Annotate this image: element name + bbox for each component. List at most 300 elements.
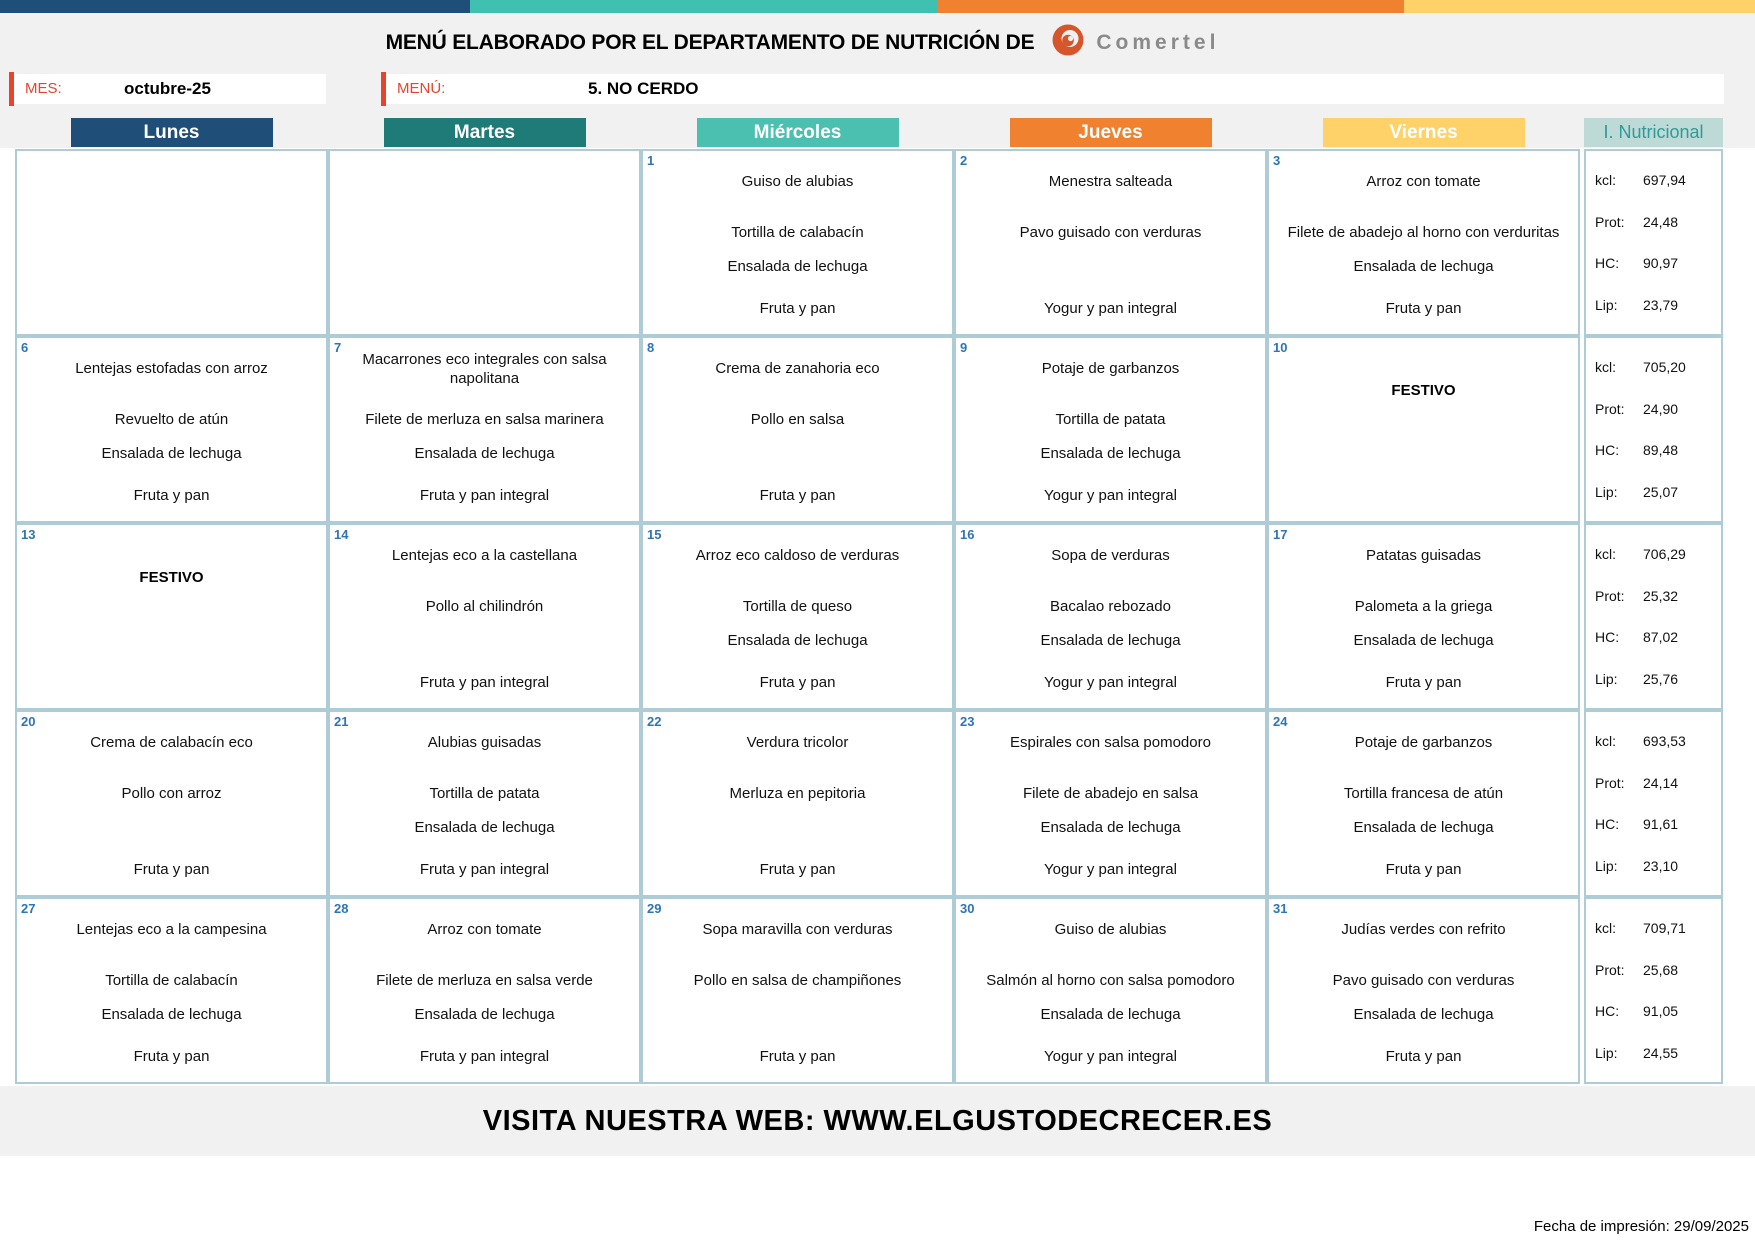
menu-item: Fruta y pan xyxy=(759,673,836,691)
menu-item: Revuelto de atún xyxy=(114,410,229,428)
menu-slot xyxy=(956,712,1265,774)
nutrition-row-kcl xyxy=(1586,920,1721,936)
nutrition-value-prot: 25,68 xyxy=(1643,961,1679,978)
menu-slot xyxy=(643,626,952,657)
menu-slot xyxy=(643,774,952,812)
menu-slot xyxy=(17,1000,326,1031)
day-number: 1 xyxy=(647,153,655,168)
menu-slot xyxy=(643,1000,952,1031)
menu-slot xyxy=(643,961,952,999)
nutrition-row-lip xyxy=(1586,858,1721,874)
menu-slots xyxy=(956,712,1265,895)
menu-item: Sopa de verduras xyxy=(1051,547,1170,565)
menu-slot xyxy=(330,213,639,251)
menu-item: Yogur y pan integral xyxy=(1044,486,1177,504)
nutrition-value-hc: 89,48 xyxy=(1643,442,1679,459)
menu-item: Yogur y pan integral xyxy=(1044,673,1177,691)
menu-item: Guiso de alubias xyxy=(1054,921,1167,939)
footer-band xyxy=(0,1086,1755,1156)
menu-slot xyxy=(330,439,639,470)
menu-item: Pavo guisado con verduras xyxy=(1019,223,1202,241)
menu-slot xyxy=(17,439,326,470)
menu-slot xyxy=(1269,151,1578,213)
nutrition-value-lip: 23,79 xyxy=(1643,297,1679,314)
nutrition-row-lip xyxy=(1586,1045,1721,1061)
menu-item: Ensalada de lechuga xyxy=(1353,258,1494,276)
day-cell xyxy=(954,710,1267,897)
menu-slot xyxy=(17,470,326,521)
menu-slots xyxy=(330,899,639,1082)
nutrition-row-lip xyxy=(1586,671,1721,687)
nutrition-label-kcl: kcl: xyxy=(1595,358,1616,375)
nutrition-label-hc: HC: xyxy=(1595,816,1620,833)
menu-slot xyxy=(956,587,1265,625)
menu-item: Judías verdes con refrito xyxy=(1341,921,1506,939)
menu-slot xyxy=(330,774,639,812)
column-header-lunes: Lunes xyxy=(71,118,273,147)
menu-item: Menestra salteada xyxy=(1048,173,1173,191)
menu-item: Ensalada de lechuga xyxy=(1040,632,1181,650)
nutrition-row-prot xyxy=(1586,588,1721,604)
day-number: 2 xyxy=(960,153,968,168)
menu-slot xyxy=(643,151,952,213)
menu-slot xyxy=(643,657,952,708)
menu-slot xyxy=(643,470,952,521)
menu-slot xyxy=(956,151,1265,213)
day-number: 28 xyxy=(334,901,349,916)
nutrition-value-kcl: 709,71 xyxy=(1643,919,1686,936)
column-header-wrap-martes xyxy=(328,118,641,147)
menu-item: Pollo al chilindrón xyxy=(425,597,544,615)
menu-slot xyxy=(643,899,952,961)
day-cell xyxy=(641,149,954,336)
nutrition-label-lip: Lip: xyxy=(1595,484,1618,501)
day-number: 7 xyxy=(334,340,342,355)
nutrition-row-hc xyxy=(1586,442,1721,458)
column-header-martes: Martes xyxy=(384,118,586,147)
menu-slot xyxy=(643,252,952,283)
menu-slot xyxy=(17,1031,326,1082)
strip-segment-3 xyxy=(937,0,1404,13)
top-color-strip xyxy=(0,0,1755,13)
menu-slot xyxy=(330,400,639,438)
menu-slot xyxy=(1269,961,1578,999)
week-row xyxy=(15,897,1723,1084)
menu-item: Pollo con arroz xyxy=(121,784,222,802)
menu-slots xyxy=(956,151,1265,334)
day-number: 20 xyxy=(21,714,36,729)
nutrition-value-kcl: 693,53 xyxy=(1643,732,1686,749)
website-text: VISITA NUESTRA WEB: WWW.ELGUSTODECRECER.ES xyxy=(482,1104,1273,1137)
day-cell xyxy=(328,897,641,1084)
day-number: 10 xyxy=(1273,340,1288,355)
menu-item: Tortilla de queso xyxy=(742,597,853,615)
menu-slots xyxy=(956,525,1265,708)
menu-slots xyxy=(1269,151,1578,334)
nutrition-value-hc: 90,97 xyxy=(1643,255,1679,272)
nutrition-row-kcl xyxy=(1586,359,1721,375)
menu-slots xyxy=(1269,712,1578,895)
mes-value: octubre-25 xyxy=(124,79,211,98)
menu-slot xyxy=(17,844,326,895)
menu-slot xyxy=(330,283,639,334)
nutrition-label-lip: Lip: xyxy=(1595,297,1618,314)
menu-slot xyxy=(17,338,326,400)
day-number: 9 xyxy=(960,340,968,355)
nutrition-value-lip: 25,76 xyxy=(1643,671,1679,688)
nutrition-label-lip: Lip: xyxy=(1595,1045,1618,1062)
menu-item: Ensalada de lechuga xyxy=(414,819,555,837)
menu-slot xyxy=(330,844,639,895)
menu-slot xyxy=(643,712,952,774)
day-cell xyxy=(954,523,1267,710)
menu-slot xyxy=(330,1031,639,1082)
menu-slot xyxy=(330,1000,639,1031)
menu-item: Ensalada de lechuga xyxy=(727,632,868,650)
menu-item: Tortilla de patata xyxy=(1055,410,1166,428)
menu-item: Salmón al horno con salsa pomodoro xyxy=(986,971,1235,989)
title-row xyxy=(0,22,1755,63)
nutrition-label-hc: HC: xyxy=(1595,629,1620,646)
nutrition-row-prot xyxy=(1586,962,1721,978)
menu-slots xyxy=(643,338,952,521)
menu-slots xyxy=(956,338,1265,521)
menu-slot xyxy=(330,712,639,774)
menu-item: Yogur y pan integral xyxy=(1044,299,1177,317)
menu-item: Ensalada de lechuga xyxy=(101,1006,242,1024)
menu-item: Tortilla de calabacín xyxy=(105,971,238,989)
menu-item: Lentejas eco a la campesina xyxy=(76,921,267,939)
menu-slot xyxy=(17,899,326,961)
column-header-miercoles: Miércoles xyxy=(697,118,899,147)
nutrition-cell xyxy=(1584,336,1723,523)
menu-slot xyxy=(330,813,639,844)
menu-item: Palometa a la griega xyxy=(1354,597,1493,615)
day-number: 27 xyxy=(21,901,36,916)
menu-slot xyxy=(1269,774,1578,812)
menu-slots xyxy=(17,712,326,895)
column-header-wrap-lunes xyxy=(15,118,328,147)
menu-slot xyxy=(17,712,326,774)
menu-slot xyxy=(330,657,639,708)
menu-slot xyxy=(330,338,639,400)
menu-slot xyxy=(956,252,1265,283)
menu-slot xyxy=(643,439,952,470)
menu-slots xyxy=(643,151,952,334)
nutrition-row-lip xyxy=(1586,484,1721,500)
menu-slots xyxy=(1269,525,1578,708)
nutrition-label-prot: Prot: xyxy=(1595,587,1625,604)
week-row xyxy=(15,336,1723,523)
festivo-label: FESTIVO xyxy=(1391,381,1456,399)
page-title: MENÚ ELABORADO POR EL DEPARTAMENTO DE NUTRICIÓN DE xyxy=(385,30,1035,54)
menu-slots xyxy=(1269,899,1578,1082)
menu-slot xyxy=(330,252,639,283)
menu-slot xyxy=(1269,813,1578,844)
menu-slots xyxy=(330,338,639,521)
menu-slot xyxy=(1269,252,1578,283)
nutrition-cell xyxy=(1584,897,1723,1084)
menu-item: Yogur y pan integral xyxy=(1044,860,1177,878)
nutrition-value-lip: 24,55 xyxy=(1643,1045,1679,1062)
day-cell xyxy=(1267,336,1580,523)
menu-slot xyxy=(956,774,1265,812)
nutrition-value-hc: 91,61 xyxy=(1643,816,1679,833)
strip-segment-4 xyxy=(1404,0,1755,13)
menu-value: 5. NO CERDO xyxy=(588,79,699,98)
menu-slot xyxy=(1269,283,1578,334)
nutrition-value-kcl: 697,94 xyxy=(1643,171,1686,188)
menu-slot xyxy=(17,961,326,999)
nutrition-label-hc: HC: xyxy=(1595,1003,1620,1020)
menu-slot xyxy=(330,470,639,521)
day-headers-row xyxy=(15,118,1580,147)
menu-slot xyxy=(643,213,952,251)
menu-item: Potaje de garbanzos xyxy=(1354,734,1493,752)
menu-slot xyxy=(956,1031,1265,1082)
nutrition-row-hc xyxy=(1586,629,1721,645)
column-header-wrap-jueves xyxy=(954,118,1267,147)
nutrition-value-kcl: 706,29 xyxy=(1643,545,1686,562)
nutrition-label-hc: HC: xyxy=(1595,255,1620,272)
menu-slots xyxy=(17,899,326,1082)
menu-slot xyxy=(956,525,1265,587)
menu-item: Verdura tricolor xyxy=(746,734,849,752)
week-row xyxy=(15,149,1723,336)
menu-slot xyxy=(17,774,326,812)
day-number: 6 xyxy=(21,340,29,355)
nutrition-value-lip: 23,10 xyxy=(1643,858,1679,875)
menu-item: Pollo en salsa xyxy=(750,410,845,428)
day-cell xyxy=(15,897,328,1084)
menu-item: Macarrones eco integrales con salsa napolitana xyxy=(362,350,607,388)
menu-item: Lentejas eco a la castellana xyxy=(391,547,578,565)
menu-slot xyxy=(956,844,1265,895)
day-cell xyxy=(15,523,328,710)
strip-segment-1 xyxy=(0,0,470,13)
day-cell xyxy=(328,149,641,336)
menu-slots xyxy=(17,151,326,334)
menu-slot xyxy=(643,844,952,895)
menu-slot xyxy=(956,400,1265,438)
menu-item: Filete de merluza en salsa marinera xyxy=(365,410,604,428)
menu-slot xyxy=(330,525,639,587)
menu-item: Fruta y pan xyxy=(759,486,836,504)
menu-item: Pavo guisado con verduras xyxy=(1332,971,1515,989)
menu-calendar-grid xyxy=(15,149,1723,1084)
menu-item: Fruta y pan xyxy=(133,1047,210,1065)
menu-item: Alubias guisadas xyxy=(427,734,542,752)
menu-slot xyxy=(330,151,639,213)
menu-item: Tortilla de patata xyxy=(429,784,540,802)
day-cell xyxy=(1267,523,1580,710)
menu-item: Fruta y pan integral xyxy=(419,860,550,878)
menu-slot xyxy=(956,1000,1265,1031)
menu-item: Guiso de alubias xyxy=(741,173,854,191)
menu-item: Arroz eco caldoso de verduras xyxy=(695,547,900,565)
menu-item: Filete de abadejo en salsa xyxy=(1022,784,1199,802)
column-header-nutricional: I. Nutricional xyxy=(1584,118,1723,147)
menu-slot xyxy=(1269,626,1578,657)
nutrition-label-prot: Prot: xyxy=(1595,213,1625,230)
day-cell xyxy=(641,523,954,710)
nutrition-value-prot: 24,48 xyxy=(1643,213,1679,230)
nutrition-label-kcl: kcl: xyxy=(1595,919,1616,936)
column-header-viernes: Viernes xyxy=(1323,118,1525,147)
nutrition-row-prot xyxy=(1586,775,1721,791)
menu-slot xyxy=(1269,525,1578,587)
nutrition-value-kcl: 705,20 xyxy=(1643,358,1686,375)
nutrition-row-hc xyxy=(1586,816,1721,832)
menu-item: Ensalada de lechuga xyxy=(727,258,868,276)
menu-slot xyxy=(643,283,952,334)
nutrition-label-prot: Prot: xyxy=(1595,774,1625,791)
menu-slots xyxy=(17,338,326,521)
nutrition-label-prot: Prot: xyxy=(1595,400,1625,417)
menu-item: Crema de calabacín eco xyxy=(90,734,253,752)
nutrition-value-hc: 91,05 xyxy=(1643,1003,1679,1020)
day-cell xyxy=(328,710,641,897)
column-header-wrap-viernes xyxy=(1267,118,1580,147)
menu-slot xyxy=(643,1031,952,1082)
menu-slots xyxy=(643,525,952,708)
day-number: 15 xyxy=(647,527,662,542)
nutrition-label-kcl: kcl: xyxy=(1595,732,1616,749)
menu-slot xyxy=(17,283,326,334)
menu-item: Pollo en salsa de champiñones xyxy=(693,971,902,989)
nutrition-cell xyxy=(1584,149,1723,336)
menu-item: Espirales con salsa pomodoro xyxy=(1010,734,1211,752)
nutrition-label-lip: Lip: xyxy=(1595,858,1618,875)
nutrition-value-hc: 87,02 xyxy=(1643,629,1679,646)
menu-item: Ensalada de lechuga xyxy=(414,1006,555,1024)
nutrition-value-prot: 24,90 xyxy=(1643,400,1679,417)
menu-slot xyxy=(643,338,952,400)
menu-slots xyxy=(330,525,639,708)
menu-slots xyxy=(330,712,639,895)
menu-item: Filete de abadejo al horno con verduritas xyxy=(1287,223,1560,241)
day-number: 8 xyxy=(647,340,655,355)
menu-slot xyxy=(1269,1031,1578,1082)
menu-slot xyxy=(330,961,639,999)
menu-item: Fruta y pan integral xyxy=(419,673,550,691)
day-cell xyxy=(954,336,1267,523)
nutrition-cell xyxy=(1584,523,1723,710)
menu-item: Arroz con tomate xyxy=(1366,173,1481,191)
day-number: 23 xyxy=(960,714,975,729)
menu-slot xyxy=(956,470,1265,521)
day-number: 31 xyxy=(1273,901,1288,916)
menu-slot xyxy=(17,400,326,438)
menu-item: Ensalada de lechuga xyxy=(1353,632,1494,650)
menu-slot xyxy=(643,400,952,438)
menu-item: Lentejas estofadas con arroz xyxy=(75,360,268,378)
nutrition-row-kcl xyxy=(1586,546,1721,562)
strip-segment-2 xyxy=(470,0,937,13)
menu-slot xyxy=(956,657,1265,708)
day-number: 24 xyxy=(1273,714,1288,729)
menu-item: Filete de merluza en salsa verde xyxy=(376,971,593,989)
menu-slot xyxy=(956,338,1265,400)
menu-item: Fruta y pan xyxy=(759,299,836,317)
day-cell xyxy=(15,336,328,523)
menu-item: Fruta y pan integral xyxy=(419,1047,550,1065)
day-number: 21 xyxy=(334,714,349,729)
menu-slot xyxy=(1269,657,1578,708)
menu-item: Fruta y pan xyxy=(1385,299,1462,317)
nutrition-label-hc: HC: xyxy=(1595,442,1620,459)
menu-field xyxy=(381,74,1724,104)
menu-slot xyxy=(17,213,326,251)
menu-item: Fruta y pan xyxy=(1385,860,1462,878)
menu-slot xyxy=(17,252,326,283)
print-date: Fecha de impresión: 29/09/2025 xyxy=(1533,1218,1749,1235)
menu-item: Ensalada de lechuga xyxy=(1353,1006,1494,1024)
nutrition-label-kcl: kcl: xyxy=(1595,171,1616,188)
day-number: 3 xyxy=(1273,153,1281,168)
menu-label: MENÚ: xyxy=(397,80,446,97)
menu-slot xyxy=(643,813,952,844)
menu-item: Ensalada de lechuga xyxy=(1040,445,1181,463)
day-cell xyxy=(1267,710,1580,897)
nutrition-value-prot: 24,14 xyxy=(1643,774,1679,791)
menu-slot xyxy=(17,151,326,213)
menu-slot xyxy=(1269,899,1578,961)
nutrition-row-prot xyxy=(1586,401,1721,417)
menu-slot xyxy=(643,525,952,587)
nutrition-row-kcl xyxy=(1586,172,1721,188)
nutrition-row-kcl xyxy=(1586,733,1721,749)
menu-slot xyxy=(956,439,1265,470)
menu-item: Fruta y pan xyxy=(759,860,836,878)
menu-slot xyxy=(643,587,952,625)
menu-accent-bar xyxy=(381,72,386,106)
menu-slot xyxy=(956,213,1265,251)
menu-item: Arroz con tomate xyxy=(427,921,542,939)
day-cell xyxy=(641,710,954,897)
menu-slot xyxy=(956,961,1265,999)
day-number: 22 xyxy=(647,714,662,729)
menu-item: Patatas guisadas xyxy=(1365,547,1482,565)
nutrition-row-lip xyxy=(1586,297,1721,313)
day-number: 13 xyxy=(21,527,36,542)
nutrition-row-hc xyxy=(1586,1003,1721,1019)
comertel-swirl-icon xyxy=(1050,22,1086,63)
column-header-wrap-miercoles xyxy=(641,118,954,147)
day-cell xyxy=(1267,897,1580,1084)
day-cell xyxy=(328,523,641,710)
menu-slot xyxy=(17,813,326,844)
menu-slot xyxy=(956,899,1265,961)
menu-item: Tortilla de calabacín xyxy=(731,223,864,241)
menu-slot xyxy=(1269,213,1578,251)
menu-slot xyxy=(1269,844,1578,895)
menu-slot xyxy=(956,283,1265,334)
menu-item: Ensalada de lechuga xyxy=(101,445,242,463)
menu-slot xyxy=(330,587,639,625)
menu-item: Fruta y pan xyxy=(1385,673,1462,691)
menu-slot xyxy=(1269,712,1578,774)
day-cell xyxy=(954,897,1267,1084)
menu-item: Fruta y pan xyxy=(133,860,210,878)
menu-slot xyxy=(1269,587,1578,625)
menu-item: Fruta y pan xyxy=(759,1047,836,1065)
menu-item: Fruta y pan xyxy=(1385,1047,1462,1065)
menu-slot xyxy=(956,626,1265,657)
menu-slot xyxy=(956,813,1265,844)
menu-slot xyxy=(330,626,639,657)
week-row xyxy=(15,523,1723,710)
